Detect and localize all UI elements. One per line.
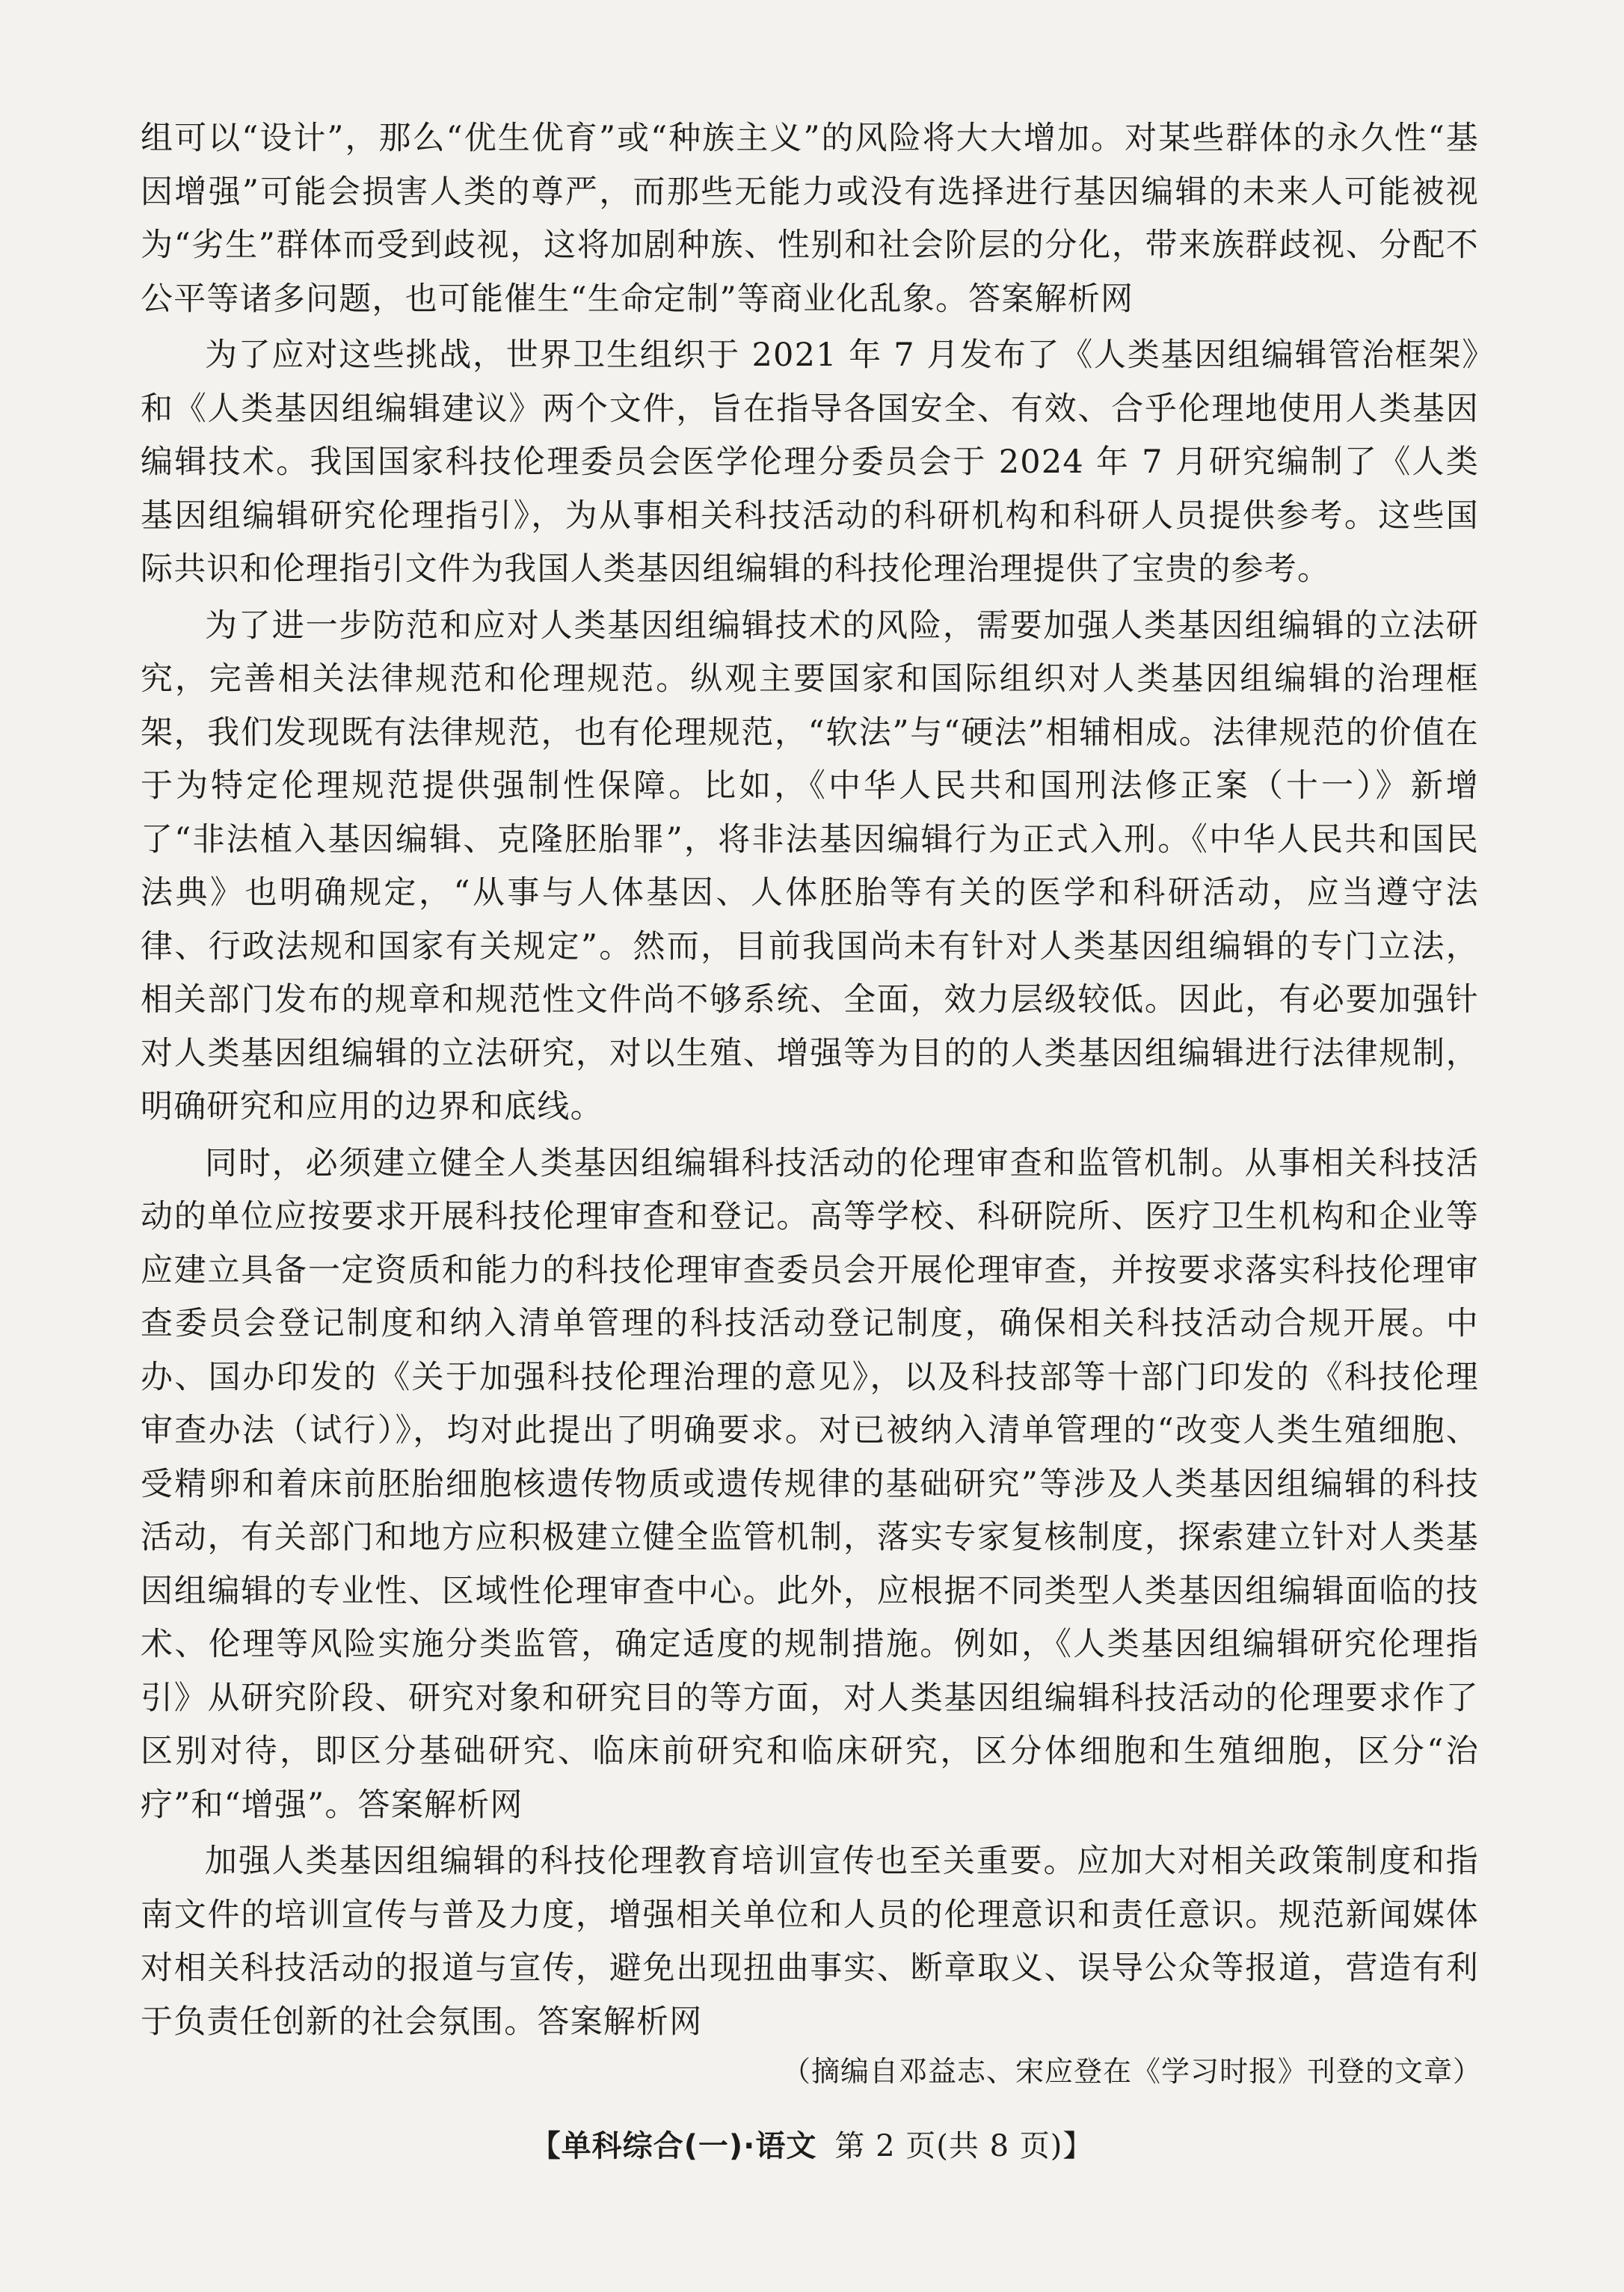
- page-footer: [0, 2124, 1624, 2169]
- article-body: [141, 112, 1479, 2052]
- footer-series: 【单科综合(一)·语文: [530, 2129, 817, 2163]
- paragraph-3: 为了进一步防范和应对人类基因组编辑技术的风险，需要加强人类基因组编辑的立法研究，完善相关法律规范和伦理规范。纵观主要国家和国际组织对人类基因组编辑的治理框架，我们发现既有法律规范，也有伦理规范，“软法”与“硬法”相辅相成。法律规范的价值在于为特定伦理规范提供强制性保障。比如，《中华人民共和国刑法修正案（十一）》新增了“非法植入基因编辑、克隆胚胎罪”，将非法基因编辑行为正式入刑。《中华人民共和国民法典》也明确规定，“从事与人体基因、人体胚胎等有关的医学和科研活动，应当遵守法律、行政法规和国家有关规定”。然而，目前我国尚未有针对人类基因组编辑的专门立法，相关部门发布的规章和规范性文件尚不够系统、全面，效力层级较低。因此，有必要加强针对人类基因组编辑的立法研究，对以生殖、增强等为目的的人类基因组编辑进行法律规制，明确研究和应用的边界和底线。: [141, 606, 1479, 1125]
- paragraph-5: 加强人类基因组编辑的科技伦理教育培训宣传也至关重要。应加大对相关政策制度和指南文件的培训宣传与普及力度，增强相关单位和人员的伦理意识和责任意识。规范新闻媒体对相关科技活动的报道与宣传，避免出现扭曲事实、断章取义、误导公众等报道，营造有利于负责任创新的社会氛围。答案解析网: [141, 1843, 1479, 2041]
- paragraph-4: 同时，必须建立健全人类基因组编辑科技活动的伦理审查和监管机制。从事相关科技活动的单位应按要求开展科技伦理审查和登记。高等学校、科研院所、医疗卫生机构和企业等应建立具备一定资质和能力的科技伦理审查委员会开展伦理审查，并按要求落实科技伦理审查委员会登记制度和纳入清单管理的科技活动登记制度，确保相关科技活动合规开展。中办、国办印发的《关于加强科技伦理治理的意见》，以及科技部等十部门印发的《科技伦理审查办法（试行）》，均对此提出了明确要求。对已被纳入清单管理的“改变人类生殖细胞、受精卵和着床前胚胎细胞核遗传物质或遗传规律的基础研究”等涉及人类基因组编辑的科技活动，有关部门和地方应积极建立健全监管机制，落实专家复核制度，探索建立针对人类基因组编辑的专业性、区域性伦理审查中心。此外，应根据不同类型人类基因组编辑面临的技术、伦理等风险实施分类监管，确定适度的规制措施。例如，《人类基因组编辑研究伦理指引》从研究阶段、研究对象和研究目的等方面，对人类基因组编辑科技活动的伦理要求作了区别对待，即区分基础研究、临床前研究和临床研究，区分体细胞和生殖细胞，区分“治疗”和“增强”。答案解析网: [141, 1144, 1479, 1824]
- paragraph-1: 组可以“设计”，那么“优生优育”或“种族主义”的风险将大大增加。对某些群体的永久性“基因增强”可能会损害人类的尊严，而那些无能力或没有选择进行基因编辑的未来人可能被视为“劣生”群体而受到歧视，这将加剧种族、性别和社会阶层的分化，带来族群歧视、分配不公平等诸多问题，也可能催生“生命定制”等商业化乱象。答案解析网: [141, 120, 1479, 318]
- paragraph-2: 为了应对这些挑战，世界卫生组织于 2021 年 7 月发布了《人类基因组编辑管治框架》和《人类基因组编辑建议》两个文件，旨在指导各国安全、有效、合乎伦理地使用人类基因编辑技术。我国国家科技伦理委员会医学伦理分委员会于 2024 年 7 月研究编制了《人类基因组编辑研究伦理指引》，为从事相关科技活动的科研机构和科研人员提供参考。这些国际共识和伦理指引文件为我国人类基因组编辑的科技伦理治理提供了宝贵的参考。: [141, 337, 1479, 588]
- source-citation: （摘编自邓益志、宋应登在《学习时报》刊登的文章）: [781, 2055, 1482, 2088]
- footer-page-number: 第 2 页(共 8 页)】: [834, 2129, 1094, 2163]
